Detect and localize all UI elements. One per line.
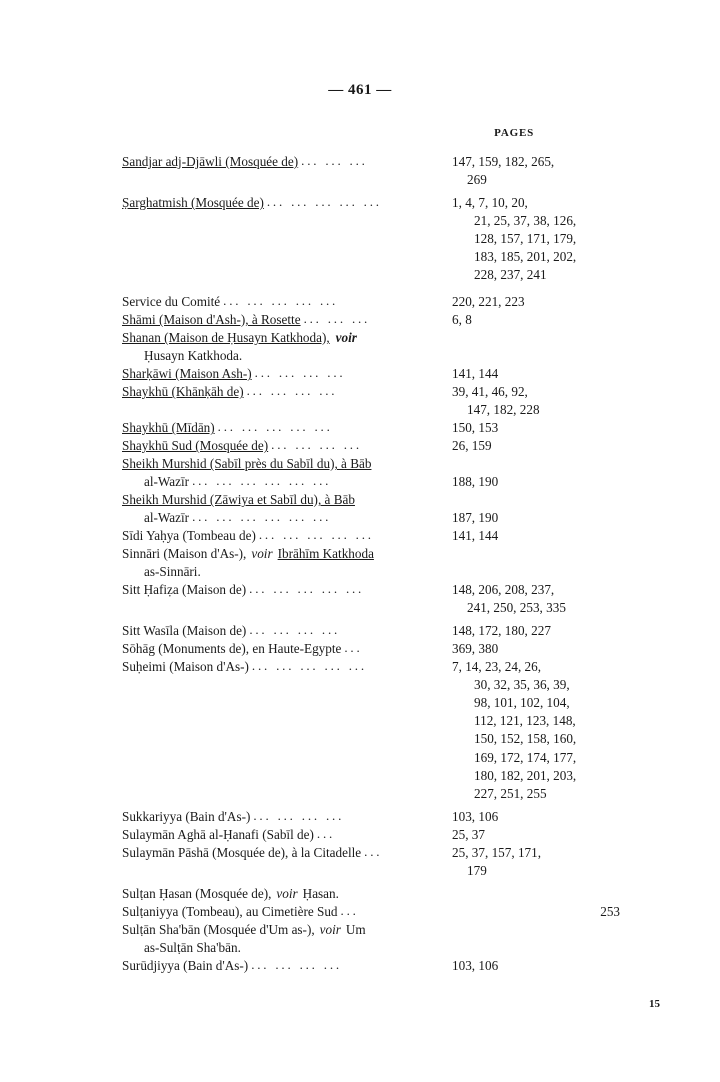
entry-label: Service du Comité (122, 294, 221, 310)
entry-label: Sulṭan Ḥasan (Mosquée de), (122, 885, 272, 901)
index-entry (122, 419, 620, 437)
entry-label: Suḥeimi (Maison d'As-) (122, 659, 249, 675)
index-entry (122, 437, 620, 455)
index-entry (122, 383, 620, 419)
leader-dots: ... (344, 640, 363, 656)
leader-dots: ... ... ... ... (249, 622, 341, 638)
index-entry (122, 365, 620, 383)
index-entry (122, 293, 620, 311)
index-entry (122, 921, 620, 957)
entry-pages: 7, 14, 23, 24, 26, (452, 659, 542, 675)
entry-pages-continued: 150, 152, 158, 160, (474, 731, 577, 747)
entry-pages: 25, 37 (452, 826, 485, 842)
index-entry (122, 491, 620, 527)
entry-label: Shāmi (Maison d'Ash-), à Rosette (122, 312, 301, 328)
leader-dots: ... ... ... (301, 153, 368, 168)
entry-label: Sulaymān Pāshā (Mosquée de), à la Citadelle (122, 844, 362, 860)
entry-pages: 6, 8 (452, 312, 472, 328)
index-entry (122, 622, 620, 640)
entry-pages-continued: 179 (467, 862, 487, 878)
index-entry (122, 640, 620, 658)
entry-label: Sharḳāwi (Maison Ash-) (122, 366, 252, 382)
entry-label: Shaykhū Sud (Mosquée de) (122, 438, 269, 454)
entry-pages: 141, 144 (452, 528, 499, 544)
entry-pages-continued: 269 (467, 172, 487, 188)
entry-pages: 147, 159, 182, 265, (452, 154, 555, 169)
leader-dots: ... ... ... ... ... ... (192, 473, 332, 489)
entry-label: Sōhāg (Monuments de), en Haute-Egypte (122, 641, 342, 657)
entry-label-continued: al-Wazīr (144, 474, 190, 490)
entry-label: Sheikh Murshid (Zāwiya et Sabīl du), à Bāb (122, 492, 355, 508)
index-entry (122, 826, 620, 844)
entry-continuation: Ḥusayn Katkhoda. (144, 348, 243, 364)
entry-pages: 148, 172, 180, 227 (452, 623, 551, 639)
leader-dots: ... ... ... ... ... (249, 581, 365, 597)
entry-pages-continued: 21, 25, 37, 38, 126, (474, 213, 577, 229)
entry-pages: 220, 221, 223 (452, 294, 525, 310)
leader-dots: ... ... ... (303, 311, 371, 327)
leader-dots: ... ... ... ... (271, 437, 362, 453)
entry-label: Sīdi Yaḥya (Tombeau de) (122, 528, 256, 544)
leader-dots: ... ... ... ... (254, 365, 346, 381)
index-entry (122, 658, 620, 802)
entry-pages: 39, 41, 46, 92, (452, 384, 528, 400)
leader-dots: ... (340, 902, 359, 918)
entry-label: Sinnāri (Maison d'As-), (122, 546, 247, 562)
entry-label: Sitt Ḥafiẓa (Maison de) (122, 582, 247, 598)
entry-pages-continued: 227, 251, 255 (474, 785, 547, 801)
entry-pages-continued: 112, 121, 123, 148, (474, 713, 576, 729)
cross-ref-voir: voir (276, 885, 298, 901)
entry-label: Surūdjiyya (Bain d'As-) (122, 957, 249, 973)
entry-pages: 253 (600, 903, 620, 919)
leader-dots: ... ... ... ... (246, 383, 338, 399)
entry-pages: 1, 4, 7, 10, 20, (452, 195, 528, 211)
index-entry (122, 808, 620, 826)
entry-pages: 188, 190 (452, 474, 499, 490)
entry-label-tail: Um (345, 921, 366, 937)
signature-mark: 15 (649, 998, 660, 1010)
entry-label-tail: Ibrāhīm Katkhoda (277, 546, 374, 562)
entry-pages: 150, 153 (452, 420, 499, 436)
entry-pages: 103, 106 (452, 808, 499, 824)
index-entry (122, 153, 620, 189)
cross-ref-voir: voir (335, 330, 357, 346)
pages-column-header: PAGES (494, 127, 534, 139)
entry-pages: 25, 37, 157, 171, (452, 844, 542, 860)
cross-ref-voir: voir (319, 921, 341, 937)
entry-label: Shaykhū (Khānḳāh de) (122, 384, 244, 400)
index-entry-list (0, 153, 720, 975)
index-entry (122, 527, 620, 545)
entry-pages-continued: 30, 32, 35, 36, 39, (474, 677, 570, 693)
entry-pages-continued: 98, 101, 102, 104, (474, 695, 570, 711)
index-entry (122, 885, 620, 903)
entry-pages-continued: 180, 182, 201, 203, (474, 767, 577, 783)
entry-label: Sulṭaniyya (Tombeau), au Cimetière Sud (122, 903, 338, 919)
entry-pages-continued: 183, 185, 201, 202, (474, 249, 577, 265)
entry-label-tail: Ḥasan. (302, 885, 339, 901)
entry-pages-continued: 169, 172, 174, 177, (474, 749, 577, 765)
entry-pages-continued: 241, 250, 253, 335 (467, 600, 566, 616)
entry-label: Ṣarghatmish (Mosquée de) (122, 195, 264, 211)
entry-continuation: as-Sinnāri. (144, 564, 201, 580)
leader-dots: ... ... ... ... ... (251, 658, 367, 674)
entry-pages-continued: 228, 237, 241 (474, 267, 547, 283)
leader-dots: ... (364, 843, 383, 859)
entry-pages-continued: 147, 182, 228 (467, 402, 540, 418)
leader-dots: ... ... ... ... ... (258, 527, 374, 543)
leader-dots: ... ... ... ... ... (217, 419, 333, 435)
leader-dots: ... ... ... ... (253, 807, 345, 823)
entry-pages: 103, 106 (452, 957, 499, 973)
entry-label: Sheikh Murshid (Sabīl près du Sabīl du), à Bāb (122, 456, 372, 472)
index-entry (122, 844, 620, 880)
index-entry (122, 311, 620, 329)
entry-pages: 187, 190 (452, 510, 499, 526)
entry-label: Sulṭān Sha'bān (Mosquée d'Um as-), (122, 921, 315, 937)
entry-label: Sandjar adj-Djāwli (Mosquée de) (122, 154, 299, 169)
leader-dots: ... ... ... ... (251, 956, 342, 972)
entry-label: Shaykhū (Mīdān) (122, 420, 215, 436)
leader-dots: ... ... ... ... ... (266, 194, 382, 210)
cross-ref-voir: voir (251, 546, 273, 562)
entry-label: Sulaymān Aghā al-Ḥanafi (Sabīl de) (122, 826, 314, 842)
entry-label: Sitt Wasīla (Maison de) (122, 623, 247, 639)
page-folio: — 461 — (328, 82, 392, 98)
entry-pages: 26, 159 (452, 438, 492, 454)
index-entry (122, 329, 620, 365)
entry-label: Shanan (Maison de Ḥusayn Katkhoda), (122, 330, 330, 346)
index-entry (122, 455, 620, 491)
entry-continuation: as-Sulṭān Sha'bān. (144, 939, 241, 955)
index-entry (122, 903, 620, 921)
leader-dots: ... ... ... ... ... ... (192, 509, 332, 525)
entry-pages: 369, 380 (452, 641, 499, 657)
leader-dots: ... ... ... ... ... (223, 293, 339, 309)
index-entry (122, 194, 620, 284)
entry-pages-continued: 128, 157, 171, 179, (474, 231, 577, 247)
entry-label-continued: al-Wazīr (144, 510, 190, 526)
entry-pages: 141, 144 (452, 366, 499, 382)
entry-label: Sukkariyya (Bain d'As-) (122, 808, 251, 824)
index-entry (122, 545, 620, 581)
entry-pages: 148, 206, 208, 237, (452, 582, 555, 598)
index-entry (122, 957, 620, 975)
index-entry (122, 581, 620, 617)
leader-dots: ... (316, 825, 336, 841)
